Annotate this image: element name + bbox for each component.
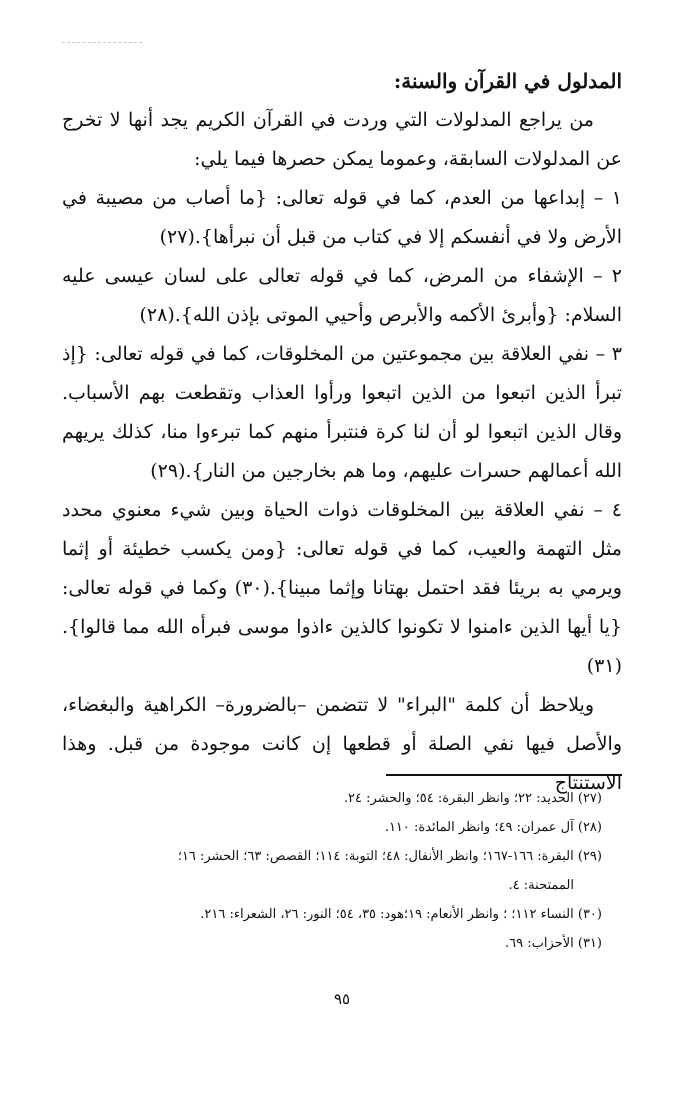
list-item-3: ٣ – نفي العلاقة بين مجموعتين من المخلوقات، كما في قوله تعالى: {إذ تبرأ الذين اتبعوا من الذين اتبعوا ورأوا العذاب وتقطعت بهم الأسباب. وقال الذين اتبعوا لو أن لنا كرة فنتبرأ منهم كما تبرءوا منا، كذلك يريهم الله أعمالهم حسرات عليهم، وما هم بخارجين من النار}.(٢٩) [62, 343, 622, 482]
footnote-29: (٢٩) البقرة: ١٦٦-١٦٧؛ وانظر الأنفال: ٤٨؛ التوبة: ١١٤؛ القصص: ٦٣؛ الحشر: ١٦؛ [177, 849, 602, 864]
section-heading: المدلول في القرآن والسنة: [393, 69, 622, 93]
list-item-1: ١ – إبداعها من العدم، كما في قوله تعالى: {ما أصاب من مصيبة في الأرض ولا في أنفسكم إلا في كتاب من قبل أن نبرأها}.(٢٧) [62, 187, 622, 248]
footnote-30: (٣٠) النساء ١١٢؛ ؛ وانظر الأنعام: ١٩؛هود: ٣٥، ٥٤؛ النور: ٢٦، الشعراء: ٢١٦. [200, 907, 602, 922]
header-divider [62, 42, 142, 43]
footnote-31: (٣١) الأحزاب: ٦٩. [505, 936, 602, 951]
footnote-28: (٢٨) آل عمران: ٤٩؛ وانظر المائدة: ١١٠. [384, 820, 602, 835]
page-number: ٩٥ [333, 990, 351, 1008]
footnotes [62, 784, 622, 958]
footnote-separator [386, 774, 622, 776]
footnote-27: (٢٧) الحديد: ٢٢؛ وانظر البقرة: ٥٤؛ والحشر: ٢٤. [343, 791, 602, 806]
body-text [62, 62, 622, 803]
closing-paragraph: ويلاحظ أن كلمة "البراء" لا تتضمن –بالضرورة– الكراهية والبغضاء، والأصل فيها نفي الصلة أو قطعها إن كانت موجودة من قبل. وهذا الاستنتاج [62, 694, 622, 794]
footnote-29-continued: الممتحنة: ٤. [508, 878, 574, 893]
intro-paragraph: من يراجع المدلولات التي وردت في القرآن الكريم يجد أنها لا تخرج عن المدلولات السابقة، وعموما يمكن حصرها فيما يلي: [62, 109, 622, 170]
list-item-4: ٤ – نفي العلاقة بين المخلوقات ذوات الحياة وبين شيء معنوي محدد مثل التهمة والعيب، كما في قوله تعالى: {ومن يكسب خطيئة أو إثما ويرمي به بريئا فقد احتمل بهتانا وإثما مبينا}.(٣٠) وكما في قوله تعالى: {يا أيها الذين ءامنوا لا تكونوا كالذين ءاذوا موسى فبرأه الله مما قالوا}.(٣١) [62, 499, 622, 677]
list-item-2: ٢ – الإشفاء من المرض، كما في قوله تعالى على لسان عيسى عليه السلام: {وأبرئ الأكمه والأبرص وأحيي الموتى بإذن الله}.(٢٨) [62, 265, 622, 326]
